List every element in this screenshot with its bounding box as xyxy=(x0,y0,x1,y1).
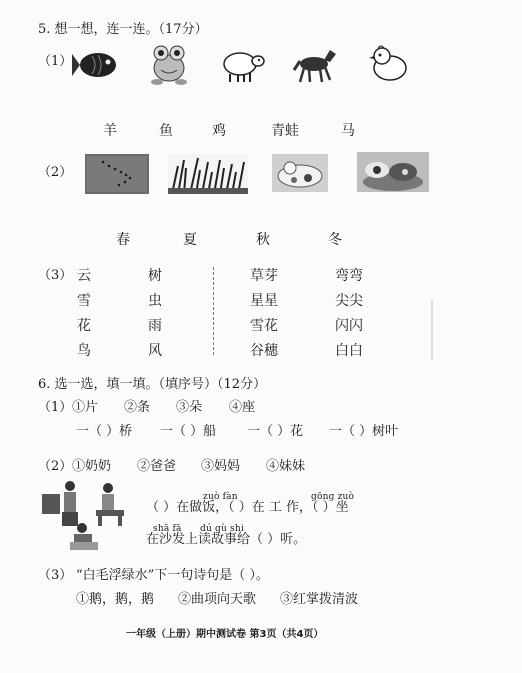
word-cell: 尖尖 xyxy=(335,293,363,309)
word-cell: 星星 xyxy=(250,293,278,309)
word-cell: 花 xyxy=(77,318,91,334)
season-word: 冬 xyxy=(328,232,342,248)
option: ③妈妈 xyxy=(201,459,241,474)
q5-part1-label: （1） xyxy=(38,54,73,69)
pinyin: zuò fàn xyxy=(203,492,238,502)
word-cell: 雪 xyxy=(77,293,91,309)
word-cell: 雨 xyxy=(148,318,162,334)
option: ①鹅，鹅，鹅 xyxy=(76,592,155,607)
word-cell: 虫 xyxy=(148,293,162,309)
chick-picture xyxy=(368,44,412,84)
word-cell: 树 xyxy=(148,268,162,284)
grass-picture xyxy=(168,154,248,194)
animal-word: 鱼 xyxy=(159,123,173,139)
word-cell: 闪闪 xyxy=(335,318,363,334)
option: ②条 xyxy=(124,400,151,415)
page-footer: 一年级（上册）期中测试卷 第3页（共4页） xyxy=(126,629,324,640)
animal-word: 羊 xyxy=(103,123,117,139)
snow-picture xyxy=(272,154,328,192)
q6-part3-label: （3） xyxy=(38,568,73,583)
frog-picture xyxy=(148,42,190,86)
word-cell: 弯弯 xyxy=(335,268,363,284)
option: ①奶奶 xyxy=(72,459,112,474)
word-cell: 雪花 xyxy=(250,318,278,334)
sentence-line1[interactable]: （ ）在做饭，（ ）在 工 作，（ ）坐 xyxy=(146,500,349,515)
season-word: 夏 xyxy=(183,232,197,248)
q5-title: 5. 想一想，连一连。（17分） xyxy=(38,22,208,37)
fill-blank[interactable]: 一（ ）桥 xyxy=(76,424,133,439)
q6-part2-label: （2） xyxy=(38,459,73,474)
word-cell: 谷穗 xyxy=(250,343,278,359)
animal-word: 青蛙 xyxy=(271,123,299,139)
fish-picture xyxy=(72,46,122,84)
pinyin: gōng zuò xyxy=(311,492,355,502)
option: ②曲项向天歌 xyxy=(178,592,257,607)
season-word: 春 xyxy=(116,232,130,248)
option: ③朵 xyxy=(176,400,203,415)
flowers-picture xyxy=(357,152,429,192)
column-divider xyxy=(213,267,214,355)
family-picture xyxy=(42,480,128,552)
option: ①片 xyxy=(72,400,99,415)
pinyin: shā fā xyxy=(153,524,182,534)
horse-picture xyxy=(292,48,340,84)
q6-part1-label: （1） xyxy=(38,400,73,415)
sentence-line2[interactable]: 在沙发上读故事给（ ）听。 xyxy=(146,532,307,547)
word-cell: 草芽 xyxy=(250,268,278,284)
fill-blank[interactable]: 一（ ）花 xyxy=(247,424,304,439)
option: ④妹妹 xyxy=(266,459,306,474)
fill-blank[interactable]: 一（ ）船 xyxy=(160,424,217,439)
geese-flying-picture xyxy=(85,154,149,194)
word-cell: 鸟 xyxy=(77,343,91,359)
word-cell: 白白 xyxy=(335,343,363,359)
pinyin: dú gù shi xyxy=(200,524,244,534)
fill-blank[interactable]: 一（ ）树叶 xyxy=(329,424,399,439)
sheep-picture xyxy=(218,48,266,84)
q5-part2-label: （2） xyxy=(38,165,73,180)
word-cell: 云 xyxy=(77,268,91,284)
scan-edge-mark xyxy=(431,300,433,360)
q6-title: 6. 选一选，填一填。（填序号）（12分） xyxy=(38,377,267,392)
animal-word: 鸡 xyxy=(212,123,226,139)
word-cell: 风 xyxy=(148,343,162,359)
season-word: 秋 xyxy=(256,232,270,248)
animal-word: 马 xyxy=(341,123,355,139)
q6-part3-question[interactable]: “白毛浮绿水”下一句诗句是（ ）。 xyxy=(76,568,269,583)
option: ③红掌拨清波 xyxy=(280,592,359,607)
option: ④座 xyxy=(229,400,256,415)
option: ②爸爸 xyxy=(137,459,177,474)
q5-part3-label: （3） xyxy=(38,268,73,283)
